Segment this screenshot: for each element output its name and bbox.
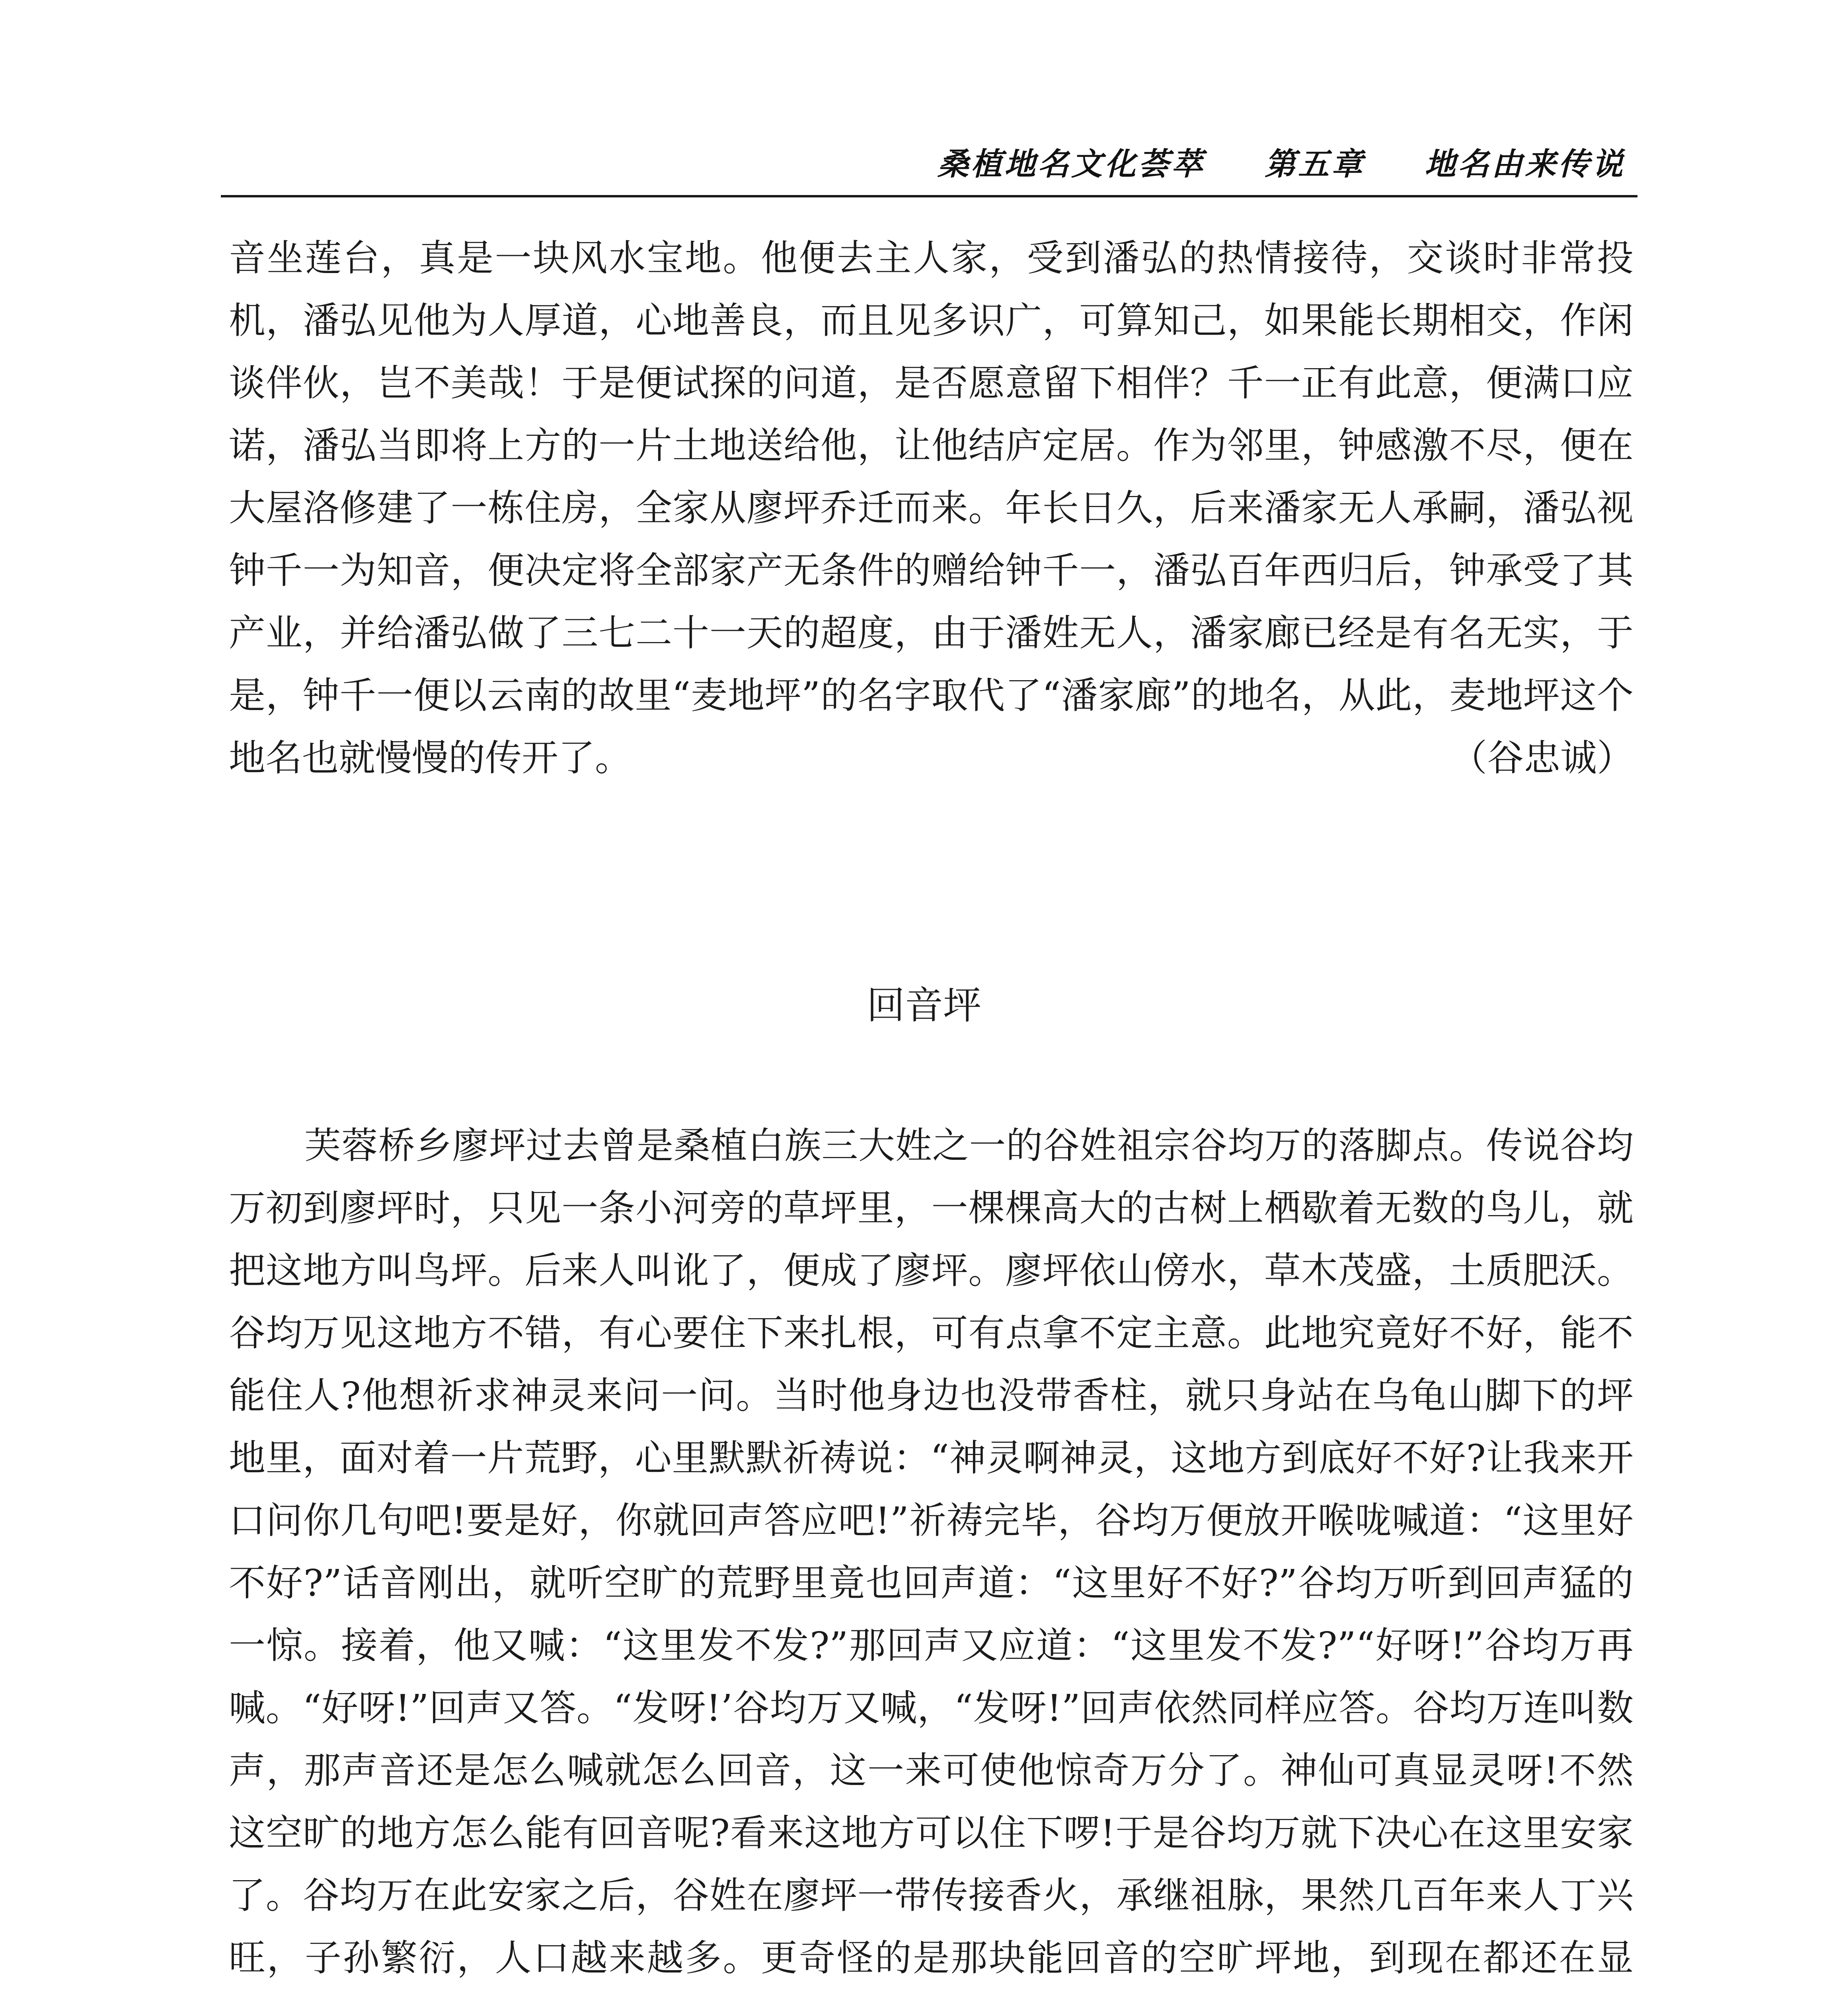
previous-story-paragraph <box>229 227 1634 789</box>
chapter-number: 第五章 <box>1264 146 1365 182</box>
book-title: 桑植地名文化荟萃 <box>937 146 1205 182</box>
running-header <box>938 139 1625 184</box>
previous-story-text: 音坐莲台，真是一块风水宝地。他便去主人家，受到潘弘的热情接待，交谈时非常投机，潘弘见他为人厚道，心地善良，而且见多识广，可算知己，如果能长期相交，作闲谈伴伙，岂不美哉！于是便试探的问道，是否愿意留下相伴？千一正有此意，便满口应诺，潘弘当即将上方的一片土地送给他，让他结庐定居。作为邻里，钟感激不尽，便在大屋洛修建了一栋住房，全家从廖坪乔迁而来。年长日久，后来潘家无人承嗣，潘弘视钟千一为知音，便决定将全部家产无条件的赠给钟千一，潘弘百年西归后，钟承受了其产业，并给潘弘做了三七二十一天的超度，由于潘姓无人，潘家廊已经是有名无实，于是，钟千一便以云南的故里“麦地坪”的名字取代了“潘家廊”的地名，从此，麦地坪这个地名也就慢慢的传开了。 <box>229 237 1634 779</box>
header-rule <box>221 195 1637 197</box>
section-text: 芙蓉桥乡廖坪过去曾是桑植白族三大姓之一的谷姓祖宗谷均万的落脚点。传说谷均万初到廖坪时，只见一条小河旁的草坪里，一棵棵高大的古树上栖歇着无数的鸟儿，就把这地方叫鸟坪。后来人叫讹了，便成了廖坪。廖坪依山傍水，草木茂盛，土质肥沃。谷均万见这地方不错，有心要住下来扎根，可有点拿不定主意。此地究竟好不好，能不能住人?他想祈求神灵来问一问。当时他身边也没带香柱，就只身站在乌龟山脚下的坪地里，面对着一片荒野，心里默默祈祷说：“神灵啊神灵，这地方到底好不好?让我来开口问你几句吧!要是好，你就回声答应吧!”祈祷完毕，谷均万便放开喉咙喊道：“这里好不好?”话音刚出，就听空旷的荒野里竟也回声道：“这里好不好?”谷均万听到回声猛的一惊。接着，他又喊：“这里发不发?”那回声又应道：“这里发不发?”“好呀!”谷均万再喊。“好呀!”回声又答。“发呀!’谷均万又喊，“发呀!”回声依然同样应答。谷均万连叫数声，那声音还是怎么喊就怎么回音，这一来可使他惊奇万分了。神仙可真显灵呀!不然这空旷的地方怎么能有回音呢?看来这地方可以住下啰!于是谷均万就下决心在这里安家了。谷均万在此安家之后，谷姓在廖坪一带传接香火，承继祖脉，果然几百年来人丁兴旺，子孙繁衍，人口越来越多。更奇怪的是那块能回音的空旷坪地，到现在都还在显 <box>229 1124 1634 1979</box>
chapter-title: 地名由来传说 <box>1424 146 1625 182</box>
section-title: 回音坪 <box>867 983 981 1028</box>
section-paragraph <box>229 1114 1634 1990</box>
previous-story-author: （谷忠诚） <box>1450 737 1634 779</box>
